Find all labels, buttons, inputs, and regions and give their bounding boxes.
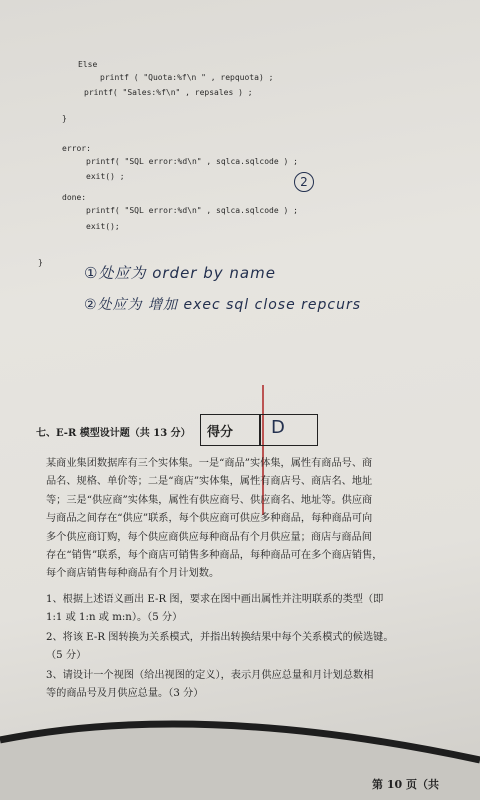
handwritten-answer-1: ①处应为 order by name [84, 264, 276, 282]
code-done-label: done: [62, 193, 87, 202]
paragraph-line: 每个商店销售每种商品有个月计划数。 [46, 568, 220, 580]
section-title: 七、E-R 模型设计题（共 13 分） [36, 428, 191, 439]
question-1-line-2: 1:1 或 1:n 或 m:n）。（5 分） [46, 612, 183, 623]
question-1-line-1: 1、根据上述语义画出 E-R 图，要求在图中画出属性并注明联系的类型（即 [46, 594, 384, 605]
code-else: Else [78, 60, 98, 69]
paragraph-line: 多个供应商订购，每个供应商供应每种商品有个月供应量；商店与商品间 [46, 531, 372, 543]
paragraph-line: 品名、规格、单价等；二是“商店”实体集，属性有商店号、商店名、地址 [46, 476, 373, 488]
code-printf-sales: printf( "Sales:%f\n" , repsales ) ; [84, 88, 253, 97]
paragraph-line: 等；三是“供应商”实体集，属性有供应商号、供应商名、地址等。供应商 [46, 494, 373, 506]
code-brace-end: } [38, 258, 43, 267]
code-exit-1: exit() ; [86, 172, 125, 181]
problem-description [46, 455, 450, 584]
handwritten-answer-2: ②处应为 增加 exec sql close repcurs [84, 297, 362, 313]
page-number: 第 10 页（共 [372, 778, 439, 791]
question-3-line-2: 等的商品号及月供应总量。（3 分） [46, 688, 204, 699]
score-divider [259, 415, 261, 445]
paragraph-line: 与商品之间存在“供应”联系，每个供应商可供应多种商品，每种商品可向 [46, 513, 373, 525]
code-printf-error-1: printf( "SQL error:%d\n" , sqlca.sqlcode ) ; [86, 157, 298, 166]
code-printf-quota: printf ( "Quota:%f\n " , repquota) ; [100, 73, 274, 82]
question-3-line-1: 3、请设计一个视图（给出视图的定义），表示月供应总量和月计划总数相 [46, 670, 374, 681]
code-error-label: error: [62, 144, 91, 153]
score-box [200, 414, 318, 446]
paragraph-line: 存在“销售”联系，每个商店可销售多种商品，每种商品可在多个商店销售， [46, 550, 383, 562]
circled-number-mark: 2 [294, 172, 314, 192]
question-2-line-1: 2、将该 E-R 图转换为关系模式，并指出转换结果中每个关系模式的候选键。 [46, 632, 394, 643]
code-brace: } [62, 114, 67, 123]
paragraph-line: 某商业集团数据库有三个实体集。一是“商品”实体集，属性有商品号、商 [46, 458, 373, 469]
code-exit-2: exit(); [86, 222, 120, 231]
score-mark: D [271, 417, 285, 438]
score-label: 得分 [207, 425, 234, 440]
code-printf-error-2: printf( "SQL error:%d\n" , sqlca.sqlcode ) ; [86, 206, 298, 215]
question-2-line-2: （5 分） [46, 650, 87, 661]
